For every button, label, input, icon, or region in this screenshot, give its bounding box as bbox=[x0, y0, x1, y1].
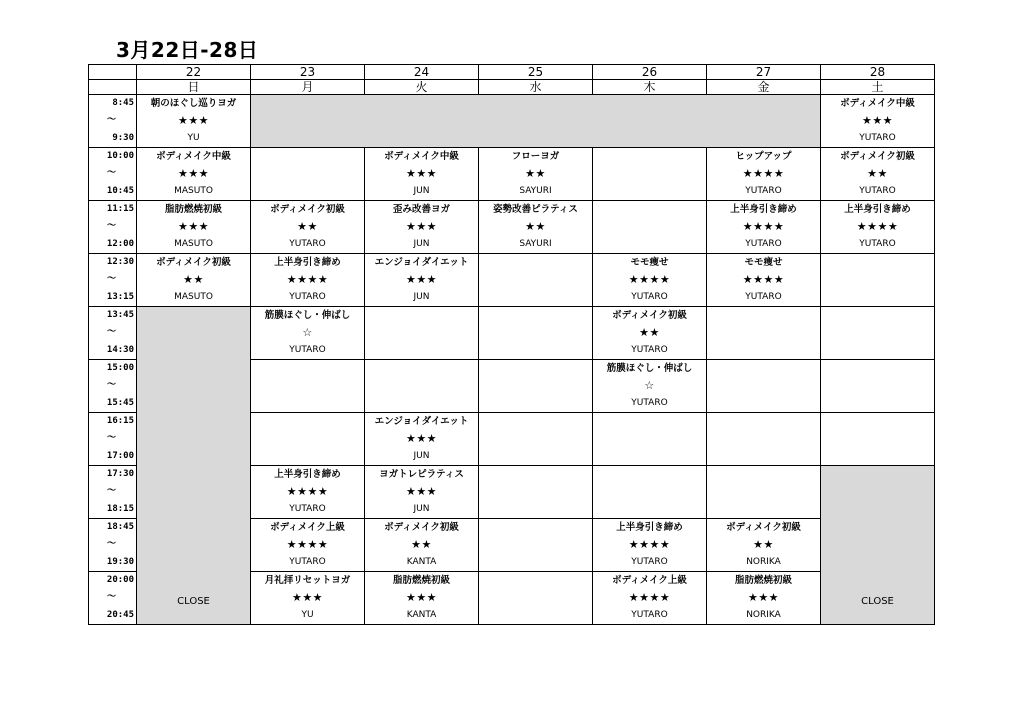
class-cell bbox=[821, 360, 935, 413]
class-name: エンジョイダイエット bbox=[374, 257, 469, 268]
time-cell bbox=[89, 413, 137, 466]
instructor-name: SAYURI bbox=[519, 185, 552, 196]
schedule-row bbox=[89, 148, 935, 201]
class-name: 上半身引き締め bbox=[844, 204, 911, 215]
day-weekday: 木 bbox=[593, 80, 707, 95]
class-cell[interactable] bbox=[821, 95, 935, 148]
day-date: 27 bbox=[707, 65, 821, 80]
instructor-name: SAYURI bbox=[519, 238, 552, 249]
class-name: ボディメイク初級 bbox=[726, 522, 801, 533]
class-name: 上半身引き締め bbox=[274, 257, 341, 268]
difficulty-stars: ★★ bbox=[525, 220, 546, 234]
difficulty-stars: ★★★ bbox=[861, 114, 894, 128]
time-tilde: ～ bbox=[106, 592, 116, 603]
header-weekday-row bbox=[89, 80, 935, 95]
class-cell[interactable] bbox=[365, 413, 479, 466]
schedule-row bbox=[89, 95, 935, 148]
class-name: 上半身引き締め bbox=[274, 469, 341, 480]
class-cell bbox=[593, 413, 707, 466]
instructor-name: YUTARO bbox=[859, 238, 896, 249]
instructor-name: YU bbox=[301, 609, 314, 620]
time-end: 19:30 bbox=[106, 556, 134, 567]
difficulty-stars: ★★★ bbox=[405, 273, 438, 287]
day-date: 25 bbox=[479, 65, 593, 80]
schedule-row bbox=[89, 307, 935, 360]
difficulty-stars: ★★ bbox=[183, 273, 204, 287]
instructor-name: JUN bbox=[413, 503, 430, 514]
instructor-name: MASUTO bbox=[174, 238, 213, 249]
class-cell bbox=[251, 360, 365, 413]
time-tilde: ～ bbox=[106, 168, 116, 179]
class-cell bbox=[593, 466, 707, 519]
instructor-name: YUTARO bbox=[631, 344, 668, 355]
difficulty-stars: ★★★ bbox=[405, 591, 438, 605]
day-date: 23 bbox=[251, 65, 365, 80]
instructor-name: YUTARO bbox=[631, 291, 668, 302]
class-cell[interactable] bbox=[821, 148, 935, 201]
difficulty-stars: ★★ bbox=[639, 326, 660, 340]
instructor-name: YUTARO bbox=[745, 238, 782, 249]
class-cell bbox=[365, 360, 479, 413]
close-label: CLOSE bbox=[177, 596, 210, 607]
time-end: 15:45 bbox=[106, 397, 134, 408]
header-date-row bbox=[89, 65, 935, 80]
class-cell bbox=[479, 519, 593, 572]
class-cell bbox=[821, 307, 935, 360]
schedule-row bbox=[89, 254, 935, 307]
difficulty-stars: ★★ bbox=[297, 220, 318, 234]
class-cell[interactable] bbox=[593, 254, 707, 307]
class-name: ヒップアップ bbox=[735, 151, 792, 162]
instructor-name: YUTARO bbox=[289, 556, 326, 567]
class-cell[interactable] bbox=[593, 360, 707, 413]
class-cell[interactable] bbox=[137, 254, 251, 307]
difficulty-stars: ☆ bbox=[644, 379, 655, 393]
instructor-name: JUN bbox=[413, 238, 430, 249]
class-name: モモ痩せ bbox=[630, 257, 669, 268]
time-start: 8:45 bbox=[112, 98, 134, 108]
difficulty-stars: ★★★ bbox=[405, 485, 438, 499]
class-name: ボディメイク上級 bbox=[612, 575, 687, 586]
time-tilde: ～ bbox=[106, 327, 116, 338]
class-cell bbox=[479, 307, 593, 360]
instructor-name: YUTARO bbox=[859, 132, 896, 143]
difficulty-stars: ★★ bbox=[867, 167, 888, 181]
class-cell[interactable] bbox=[365, 254, 479, 307]
class-name: ボディメイク中級 bbox=[840, 98, 915, 109]
difficulty-stars: ☆ bbox=[302, 326, 313, 340]
difficulty-stars: ★★★★ bbox=[742, 167, 785, 181]
instructor-name: JUN bbox=[413, 185, 430, 196]
day-date: 28 bbox=[821, 65, 935, 80]
class-cell[interactable] bbox=[479, 148, 593, 201]
instructor-name: MASUTO bbox=[174, 291, 213, 302]
class-name: 姿勢改善ピラティス bbox=[493, 204, 578, 215]
class-name: 脂肪燃焼初級 bbox=[164, 204, 222, 215]
class-cell[interactable] bbox=[251, 466, 365, 519]
header-corner bbox=[89, 65, 137, 80]
time-start: 10:00 bbox=[106, 151, 134, 161]
day-weekday: 火 bbox=[365, 80, 479, 95]
difficulty-stars: ★★★★ bbox=[628, 591, 671, 605]
class-cell bbox=[593, 148, 707, 201]
class-cell[interactable] bbox=[707, 254, 821, 307]
class-cell bbox=[707, 307, 821, 360]
page-title: 3月22日-28日 bbox=[116, 38, 259, 62]
class-name: 歪み改善ヨガ bbox=[392, 204, 450, 215]
instructor-name: JUN bbox=[413, 291, 430, 302]
class-cell bbox=[707, 413, 821, 466]
instructor-name: YUTARO bbox=[631, 609, 668, 620]
difficulty-stars: ★★★★ bbox=[628, 538, 671, 552]
instructor-name: YUTARO bbox=[745, 291, 782, 302]
instructor-name: YUTARO bbox=[631, 397, 668, 408]
time-cell bbox=[89, 307, 137, 360]
time-end: 20:45 bbox=[106, 609, 134, 620]
time-tilde: ～ bbox=[106, 380, 116, 391]
instructor-name: NORIKA bbox=[746, 609, 781, 620]
time-end: 12:00 bbox=[106, 238, 134, 249]
class-name: ボディメイク初級 bbox=[840, 151, 915, 162]
time-cell bbox=[89, 360, 137, 413]
class-name: 筋膜ほぐし・伸ばし bbox=[606, 363, 693, 374]
time-cell bbox=[89, 201, 137, 254]
class-name: ボディメイク初級 bbox=[156, 257, 231, 268]
class-cell bbox=[479, 360, 593, 413]
class-cell[interactable] bbox=[251, 572, 365, 625]
difficulty-stars: ★★★★ bbox=[286, 538, 329, 552]
class-name: ヨガトレピラティス bbox=[379, 469, 464, 480]
time-start: 15:00 bbox=[106, 363, 134, 373]
header-corner bbox=[89, 80, 137, 95]
instructor-name: YUTARO bbox=[289, 503, 326, 514]
difficulty-stars: ★★★ bbox=[291, 591, 324, 605]
difficulty-stars: ★★ bbox=[525, 167, 546, 181]
class-name: 脂肪燃焼初級 bbox=[392, 575, 450, 586]
class-cell[interactable] bbox=[707, 201, 821, 254]
time-end: 18:15 bbox=[106, 503, 134, 514]
class-cell[interactable] bbox=[251, 201, 365, 254]
class-name: 筋膜ほぐし・伸ばし bbox=[264, 310, 351, 321]
class-cell[interactable] bbox=[479, 201, 593, 254]
closed-block-saturday bbox=[821, 466, 935, 625]
time-tilde: ～ bbox=[106, 486, 116, 497]
difficulty-stars: ★★ bbox=[411, 538, 432, 552]
time-end: 9:30 bbox=[112, 132, 134, 143]
instructor-name: YU bbox=[187, 132, 200, 143]
class-cell[interactable] bbox=[707, 148, 821, 201]
time-start: 18:45 bbox=[106, 522, 134, 532]
time-cell bbox=[89, 572, 137, 625]
time-start: 20:00 bbox=[106, 575, 134, 585]
class-cell[interactable] bbox=[593, 519, 707, 572]
class-cell[interactable] bbox=[707, 519, 821, 572]
difficulty-stars: ★★★ bbox=[177, 220, 210, 234]
difficulty-stars: ★★★ bbox=[747, 591, 780, 605]
day-weekday: 土 bbox=[821, 80, 935, 95]
class-cell[interactable] bbox=[365, 519, 479, 572]
closed-block-sunday bbox=[137, 307, 251, 625]
close-label: CLOSE bbox=[861, 596, 894, 607]
class-cell bbox=[479, 572, 593, 625]
class-cell bbox=[707, 360, 821, 413]
schedule-row bbox=[89, 201, 935, 254]
day-date: 24 bbox=[365, 65, 479, 80]
time-end: 14:30 bbox=[106, 344, 134, 355]
difficulty-stars: ★★★★ bbox=[856, 220, 899, 234]
class-cell[interactable] bbox=[593, 572, 707, 625]
time-tilde: ～ bbox=[106, 433, 116, 444]
day-weekday: 水 bbox=[479, 80, 593, 95]
time-start: 12:30 bbox=[106, 257, 134, 267]
difficulty-stars: ★★ bbox=[753, 538, 774, 552]
time-start: 17:30 bbox=[106, 469, 134, 479]
class-name: 上半身引き締め bbox=[616, 522, 683, 533]
time-cell bbox=[89, 519, 137, 572]
class-name: 朝のほぐし巡りヨガ bbox=[150, 98, 237, 109]
difficulty-stars: ★★★ bbox=[177, 114, 210, 128]
schedule-table bbox=[88, 64, 935, 625]
day-weekday: 月 bbox=[251, 80, 365, 95]
class-name: モモ痩せ bbox=[744, 257, 783, 268]
class-cell bbox=[821, 413, 935, 466]
time-end: 17:00 bbox=[106, 450, 134, 461]
instructor-name: MASUTO bbox=[174, 185, 213, 196]
class-cell[interactable] bbox=[365, 201, 479, 254]
time-start: 16:15 bbox=[106, 416, 134, 426]
time-tilde: ～ bbox=[106, 539, 116, 550]
class-name: 脂肪燃焼初級 bbox=[734, 575, 792, 586]
difficulty-stars: ★★★ bbox=[405, 432, 438, 446]
class-cell[interactable] bbox=[251, 254, 365, 307]
class-cell[interactable] bbox=[365, 466, 479, 519]
instructor-name: KANTA bbox=[406, 556, 437, 567]
instructor-name: YUTARO bbox=[289, 291, 326, 302]
instructor-name: YUTARO bbox=[289, 344, 326, 355]
difficulty-stars: ★★★ bbox=[177, 167, 210, 181]
time-cell bbox=[89, 148, 137, 201]
time-start: 13:45 bbox=[106, 310, 134, 320]
day-weekday: 日 bbox=[137, 80, 251, 95]
class-cell bbox=[593, 201, 707, 254]
difficulty-stars: ★★★ bbox=[405, 167, 438, 181]
instructor-name: NORIKA bbox=[746, 556, 781, 567]
class-cell[interactable] bbox=[365, 148, 479, 201]
time-end: 13:15 bbox=[106, 291, 134, 302]
class-cell bbox=[479, 466, 593, 519]
difficulty-stars: ★★★★ bbox=[286, 485, 329, 499]
time-end: 10:45 bbox=[106, 185, 134, 196]
class-cell[interactable] bbox=[593, 307, 707, 360]
class-name: ボディメイク初級 bbox=[612, 310, 687, 321]
day-date: 26 bbox=[593, 65, 707, 80]
class-name: ボディメイク中級 bbox=[384, 151, 459, 162]
class-cell[interactable] bbox=[137, 201, 251, 254]
difficulty-stars: ★★★★ bbox=[742, 273, 785, 287]
time-tilde: ～ bbox=[106, 221, 116, 232]
class-cell[interactable] bbox=[251, 519, 365, 572]
class-name: エンジョイダイエット bbox=[374, 416, 469, 427]
instructor-name: JUN bbox=[413, 450, 430, 461]
difficulty-stars: ★★★ bbox=[405, 220, 438, 234]
day-weekday: 金 bbox=[707, 80, 821, 95]
time-cell bbox=[89, 254, 137, 307]
time-tilde: ～ bbox=[106, 274, 116, 285]
instructor-name: YUTARO bbox=[745, 185, 782, 196]
day-date: 22 bbox=[137, 65, 251, 80]
class-cell bbox=[251, 148, 365, 201]
time-cell bbox=[89, 466, 137, 519]
class-name: ボディメイク上級 bbox=[270, 522, 345, 533]
class-name: ボディメイク初級 bbox=[270, 204, 345, 215]
difficulty-stars: ★★★★ bbox=[286, 273, 329, 287]
class-name: 月礼拝リセットヨガ bbox=[264, 575, 351, 586]
instructor-name: YUTARO bbox=[289, 238, 326, 249]
class-cell[interactable] bbox=[707, 572, 821, 625]
class-cell[interactable] bbox=[365, 572, 479, 625]
class-cell[interactable] bbox=[821, 201, 935, 254]
time-start: 11:15 bbox=[106, 204, 134, 214]
unavailable-block bbox=[251, 95, 821, 148]
class-name: 上半身引き締め bbox=[730, 204, 797, 215]
class-name: フローヨガ bbox=[511, 151, 560, 162]
time-tilde: ～ bbox=[106, 115, 116, 126]
time-cell bbox=[89, 95, 137, 148]
instructor-name: YUTARO bbox=[859, 185, 896, 196]
class-cell[interactable] bbox=[137, 148, 251, 201]
difficulty-stars: ★★★★ bbox=[742, 220, 785, 234]
class-cell[interactable] bbox=[137, 95, 251, 148]
class-cell bbox=[821, 254, 935, 307]
class-name: ボディメイク初級 bbox=[384, 522, 459, 533]
class-cell bbox=[479, 254, 593, 307]
instructor-name: YUTARO bbox=[631, 556, 668, 567]
class-cell[interactable] bbox=[251, 307, 365, 360]
instructor-name: KANTA bbox=[406, 609, 437, 620]
class-cell bbox=[707, 466, 821, 519]
class-cell bbox=[251, 413, 365, 466]
class-cell bbox=[365, 307, 479, 360]
class-cell bbox=[479, 413, 593, 466]
difficulty-stars: ★★★★ bbox=[628, 273, 671, 287]
class-name: ボディメイク中級 bbox=[156, 151, 231, 162]
